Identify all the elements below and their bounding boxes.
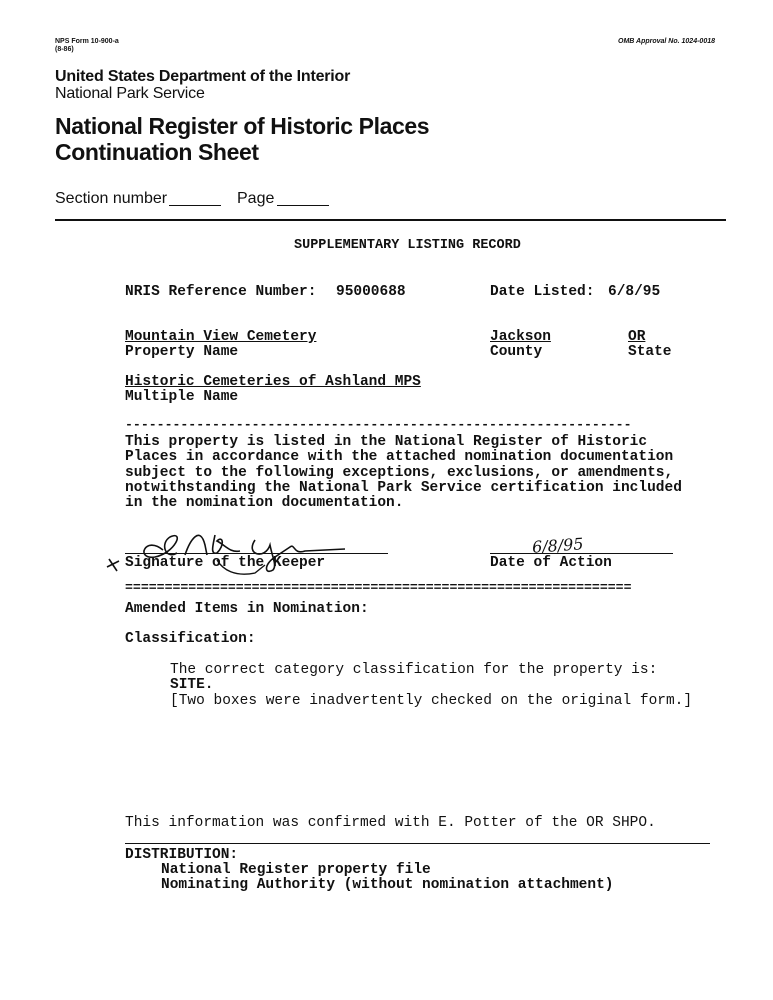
record-heading: SUPPLEMENTARY LISTING RECORD (294, 238, 521, 253)
date-of-action-label: Date of Action (490, 555, 612, 571)
statement-line: subject to the following exceptions, exclusions, or amendments, (125, 464, 674, 481)
form-number: NPS Form 10-900-a (55, 38, 119, 45)
keeper-signature (105, 515, 345, 585)
property-name: Mountain View Cemetery (125, 329, 317, 345)
classification-heading: Classification: (125, 631, 256, 647)
omb-approval: OMB Approval No. 1024-0018 (618, 38, 715, 45)
state-label: State (628, 344, 672, 360)
statement (125, 434, 682, 510)
confirmation-text: This information was confirmed with E. Potter of the OR SHPO. (125, 815, 656, 831)
multiple-name-label: Multiple Name (125, 389, 239, 405)
classification-line: SITE. (170, 677, 214, 694)
classification-line: The correct category classification for the property is: (170, 662, 658, 678)
signature-label: Signature of the Keeper (125, 555, 326, 571)
nris-label: NRIS Reference Number: (125, 284, 317, 300)
double-rule: ================================================================ (125, 580, 632, 595)
distribution-divider (125, 843, 710, 844)
amended-heading: Amended Items in Nomination: (125, 601, 369, 617)
county: Jackson (490, 329, 551, 345)
page-subtitle: Continuation Sheet (55, 139, 259, 165)
service: National Park Service (55, 85, 205, 102)
handwritten-action-date: 6/8/95 (531, 534, 585, 557)
classification-text (170, 662, 692, 708)
department: United States Department of the Interior (55, 68, 351, 85)
page-label: Page (237, 190, 275, 207)
header-divider (55, 219, 726, 221)
statement-line: Places in accordance with the attached nomination documentation (125, 449, 674, 466)
nris-value: 95000688 (336, 284, 406, 300)
statement-line: notwithstanding the National Park Service certification included (125, 479, 682, 496)
statement-line: in the nomination documentation. (125, 495, 404, 512)
statement-line: This property is listed in the National Register of Historic (125, 434, 648, 450)
dashed-rule: ---------------------------------------------------------------- (125, 417, 632, 432)
page-title: National Register of Historic Places (55, 113, 430, 139)
county-label: County (490, 344, 543, 360)
distribution-list (161, 862, 613, 893)
distribution-heading: DISTRIBUTION: (125, 847, 239, 863)
date-listed-label: Date Listed: (490, 284, 595, 300)
state: OR (628, 329, 646, 345)
distribution-item: National Register property file (161, 862, 431, 878)
signature-line (125, 553, 388, 554)
classification-line: [Two boxes were inadvertently checked on the original form.] (170, 692, 693, 709)
page-number-field (277, 205, 329, 206)
section-number-label: Section number (55, 190, 168, 207)
date-of-action-line (490, 553, 673, 554)
form-date: (8-86) (55, 46, 74, 53)
property-name-label: Property Name (125, 344, 239, 360)
multiple-name: Historic Cemeteries of Ashland MPS (125, 374, 421, 390)
section-number-field (169, 205, 221, 206)
distribution-item: Nominating Authority (without nomination attachment) (161, 877, 614, 894)
date-listed-value: 6/8/95 (608, 284, 661, 300)
